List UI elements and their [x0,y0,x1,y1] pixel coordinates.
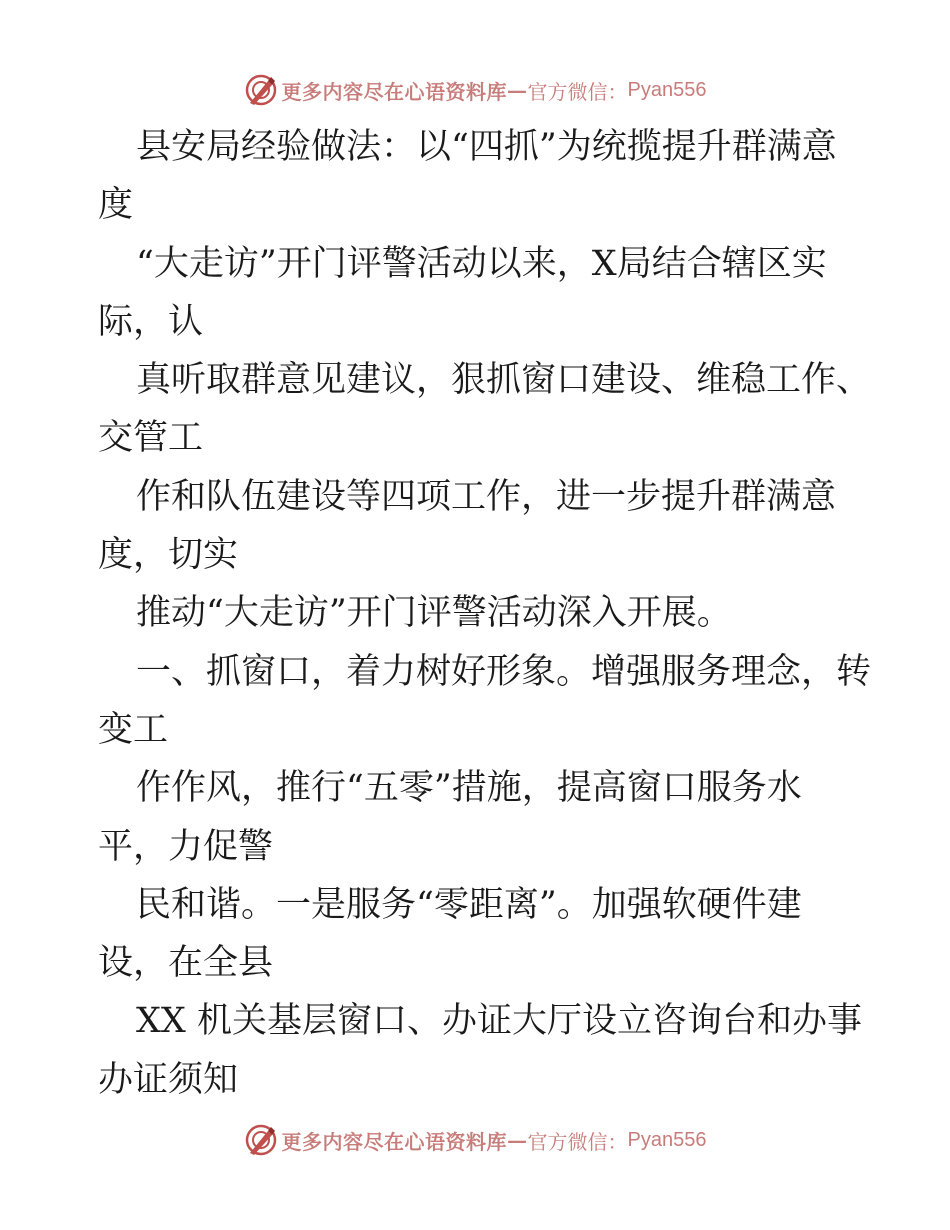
banner-dash: — [507,78,528,102]
banner-dash: — [507,1128,528,1152]
text-line: 设，在全县 [98,943,274,984]
text-line: 县安局经验做法：以“四抓”为统揽提升群满意 [136,127,837,167]
text-line: 度，切实 [98,535,239,576]
banner-wechat-label: 官方微信： [527,79,628,104]
header-watermark-banner [0,70,950,110]
text-line: 办证须知 [98,1059,239,1100]
text-line: 推动“大走访”开门评警活动深入开展。 [136,593,732,634]
text-line: 真听取群意见建议，狠抓窗口建设、维稳工作、 [136,360,872,401]
document-body [98,118,872,1109]
banner-title: 更多内容尽在心语资料库 [281,79,508,104]
pen-logo-icon [244,1123,278,1157]
banner-wechat-label: 官方微信： [527,1129,628,1154]
text-line: 作作风，推行“五零”措施，提高窗口服务水 [136,768,802,809]
banner-wechat-id: Pyan556 [627,78,707,101]
text-line: 作和队伍建设等四项工作，进一步提升群满意 [136,476,837,517]
text-line: 度 [98,185,134,226]
text-line: 平，力促警 [98,826,274,867]
text-line: 一、抓窗口，着力树好形象。增强服务理念，转 [136,651,872,692]
text-line: XX 机关基层窗口、办证大厅设立咨询台和办事 [136,1001,862,1042]
text-line: 变工 [98,709,169,750]
text-line: 交管工 [98,418,204,459]
footer-watermark-banner [0,1120,950,1160]
text-line: 际，认 [98,301,204,342]
text-line: 民和谐。一是服务“零距离”。加强软硬件建 [136,884,802,925]
text-line: “大走访”开门评警活动以来，X局结合辖区实 [136,243,827,284]
banner-wechat-id: Pyan556 [627,1128,707,1151]
pen-logo-icon [244,73,278,107]
banner-title: 更多内容尽在心语资料库 [281,1129,508,1154]
